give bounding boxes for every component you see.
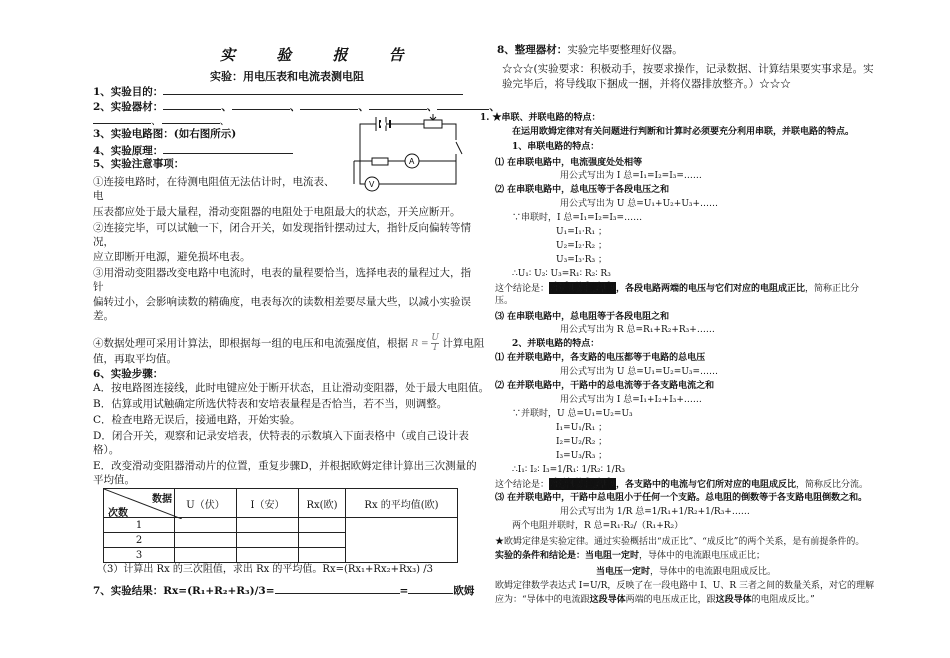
note-1: 电 [93,190,104,202]
derivation: ∵并联时，U 总=U₁=U₂=U₃ [512,409,633,419]
subsection-heading: 1、串联电路的特点： [512,142,600,152]
equipment-blank[interactable] [163,99,221,110]
parallel-rule: ⑴ 在并联电路中，各支路的电压都等于电路的总电压 [495,353,706,363]
diagonal-header-cell: 数据 次数 [104,489,175,518]
data-table [103,488,458,563]
series-rule: ⑴ 在串联电路中，电流强度处处相等 [495,158,643,168]
derivation: I₃=U₃/R₃ ； [556,451,608,461]
step-e: E．改变滑动变阻器滑动片的位置，重复步骤D，并根据欧姆定律计算出三次测量的 [93,460,477,472]
formula: 两个电阻并联时，R 总=R₁·R₂/（R₁+R₂） [512,521,684,531]
requirements: 验完毕后，将导线取下捆成一捆，并将仪器排放整齐。）☆☆☆ [502,78,791,90]
step-d: D．闭合开关，观察和记录安培表，伏特表的示数填入下面表格中（或自己设计表 [93,430,469,442]
item-steps: 6、实验步骤： [93,368,164,380]
ohm-law-text: 实验的条件和结论是：当电阻一定时，导体中的电流跟电压成正比； [495,551,766,561]
average-cell[interactable] [346,518,458,563]
table-cell[interactable] [299,548,346,563]
result-blank[interactable] [275,583,400,594]
formula: 用公式写出为 R 总=R₁+R₂+R₃+…… [560,325,715,335]
intro-text: 在运用欧姆定律对有关问题进行判断和计算时必须要充分利用串联，并联电路的特点。 [512,127,855,137]
step-d: 格）。 [93,444,120,456]
item-equipment: 2、实验器材： 、 、 、 、 、 [93,101,500,113]
purpose-blank[interactable] [163,84,463,95]
step-e: 平均值。 [93,474,135,486]
note-1: ①连接电路时，在待测电阻值无法估计时，电流表、 [93,176,335,188]
derivation: ∵串联时，I 总=I₁=I₂=I₃=…… [512,213,643,223]
ohm-law-text: ★欧姆定律是实验定律。通过实验概括出“成正比”、“成反比”的两个关系，是有前提条件的。 [495,537,865,547]
note-1: 压表都应处于最大量程，滑动变阻器的电阻处于电阻最大的状态，开关应断开。 [93,206,461,218]
circuit-wire [360,124,456,184]
rheostat [424,120,442,128]
conclusion: 压。 [495,296,514,306]
note-4: 值，再取平均值。 [93,353,177,365]
experiment-subtitle: 实验：用电压表和电流表测电阻 [210,70,364,83]
column-header: I（安） [237,489,299,518]
note-2: 况， [93,236,114,248]
table-row: 1 [104,518,458,533]
rheostat-slider-icon [430,114,436,120]
table-row: 3 [104,548,458,563]
note-2: 应立即断开电源，避免损坏电表。 [93,251,251,263]
table-cell[interactable] [175,548,237,563]
table-header-row [104,489,458,518]
ohm-formula: R = $\frac{U}{I}$ [411,333,439,353]
result-value-blank[interactable] [408,583,453,594]
ammeter-label: A [409,157,415,166]
derivation: U₁=I₁·R₁ ； [556,227,608,237]
principle-blank[interactable] [163,143,293,154]
step-b: B．估算或用试触确定所选伏特表和安培表量程是否恰当，若不当，则调整。 [93,398,448,410]
parallel-rule: ⑶ 在并联电路中，干路中总电阻小于任何一个支路。总电阻的倒数等于各支路电阻倒数之和。 [495,493,868,503]
item-principle: 4、实验原理： [93,143,293,158]
equipment-blank[interactable] [93,113,151,124]
step-a: A．按电路图连接线，此时电键应处于断开状态，且让滑动变阻器，处于最大电阻值。 [93,382,490,394]
note-3: 针 [93,281,104,293]
derivation: I₂=U₂/R₂ ； [556,437,608,447]
table-row: 2 [104,533,458,548]
section-heading: 1. ★串联、并联电路的特点： [480,113,601,123]
item-result: 7、实验结果：Rx=(R₁+R₂+R₃)/3= = 欧姆 [93,585,475,597]
subsection-heading: 2、并联电路的特点： [512,339,600,349]
equipment-second-line: 、 、 [93,113,230,128]
note-3: 差。 [93,310,114,322]
item-purpose: 1、实验目的： [93,84,463,99]
table-cell[interactable] [237,533,299,548]
column-header: Rx 的平均值(欧) [346,489,458,518]
requirements: ☆☆☆(实验要求：积极动手，按要求操作，记录数据、计算结果要实事求是。实 [502,63,874,75]
equipment-blank[interactable] [369,99,427,110]
derivation: I₁=U₁/R₁ ； [556,423,608,433]
item-organize: 8、整理器材：实验完毕要整理好仪器。 [497,44,683,56]
page-title: 实 验 报 告 [220,46,422,64]
derivation: ∴U₁∶ U₂∶ U₃=R₁∶ R₂∶ R₃ [512,269,611,279]
column-header: U（伏） [175,489,237,518]
item-notes: 5、实验注意事项： [93,158,185,170]
formula: 用公式写出为 U 总=U₁+U₂+U₃+…… [560,199,719,209]
item-circuit: 3、实验电路图：(如右图所示) [93,128,237,140]
derivation: U₂=I₂·R₂ ； [556,241,608,251]
derivation: ∴I₁∶ I₂∶ I₃=1/R₁∶ 1/R₂∶ 1/R₃ [512,465,625,475]
ohm-law-text: 当电压一定时，导体中的电流跟电阻成反比。 [596,567,777,577]
note-3: ③用滑动变阻器改变电路中电流时，电表的量程要恰当，选择电表的量程过大，指 [93,267,471,279]
voltmeter-label: V [369,180,375,189]
conclusion: 这个结论是： 在并联电路中 ，各支路中的电流与它们所对应的电阻成反比，简称反比分流。 [495,478,869,490]
ohm-law-text: 欧姆定律数学表达式 I=U/R，反映了在一段电路中 I、U、R 三者之间的数量关系，对它的理解 [495,581,874,591]
table-cell[interactable] [175,518,237,533]
formula: 用公式写出为 U 总=U₁=U₂=U₃=…… [560,367,719,377]
equipment-blank[interactable] [232,99,290,110]
table-cell[interactable] [237,518,299,533]
derivation: U₃=I₃·R₃ ； [556,255,608,265]
step-c: C．检查电路无误后，接通电路，开始实验。 [93,414,301,426]
table-cell[interactable] [299,518,346,533]
series-rule: ⑵ 在串联电路中，总电压等于各段电压之和 [495,185,670,195]
resistor [372,158,388,165]
formula: 用公式写出为 1/R 总=1/R₁+1/R₂+1/R₃+…… [560,507,750,517]
average-calculation: （3）计算出 Rx 的三次阻值，求出 Rx 的平均值。Rx=(Rx₁+Rx₂+Rx₃) /3 [97,564,433,575]
series-rule: ⑶ 在串联电路中，总电阻等于各段电阻之和 [495,312,670,322]
table-cell[interactable] [237,548,299,563]
parallel-rule: ⑵ 在并联电路中，干路中的总电流等于各支路电流之和 [495,381,715,391]
equipment-blank[interactable] [437,99,489,110]
equipment-blank[interactable] [300,99,358,110]
note-3: 偏转过小，会影响读数的精确度，电表每次的读数相差要尽量大些，以减小实验误 [93,296,471,308]
table-cell[interactable] [299,533,346,548]
circuit-diagram [350,112,475,197]
ohm-law-text: 应为：“导体中的电流跟这段导体两端的电压成正比，跟这段导体的电阻成反比。” [495,595,815,605]
formula: 用公式写出为 I 总=I₁=I₂=I₃=…… [560,171,702,181]
formula: 用公式写出为 I 总=I₁+I₂+I₃+…… [560,395,702,405]
conclusion: 这个结论是： 在串联电路中 ，各段电路两端的电压与它们对应的电阻成正比，简称正比分 [495,282,860,294]
equipment-blank[interactable] [162,113,220,124]
note-2: ②连接完毕，可以试触一下，闭合开关，如发现指针摆动过大，指针反向偏转等情 [93,222,471,234]
table-cell[interactable] [175,533,237,548]
column-header: Rx(欧) [299,489,346,518]
note-4: ④数据处理可采用计算法，即根据每一组的电压和电流强度值，根据 R = $\frac{U}{I}$ 计算电阻 [93,333,485,353]
